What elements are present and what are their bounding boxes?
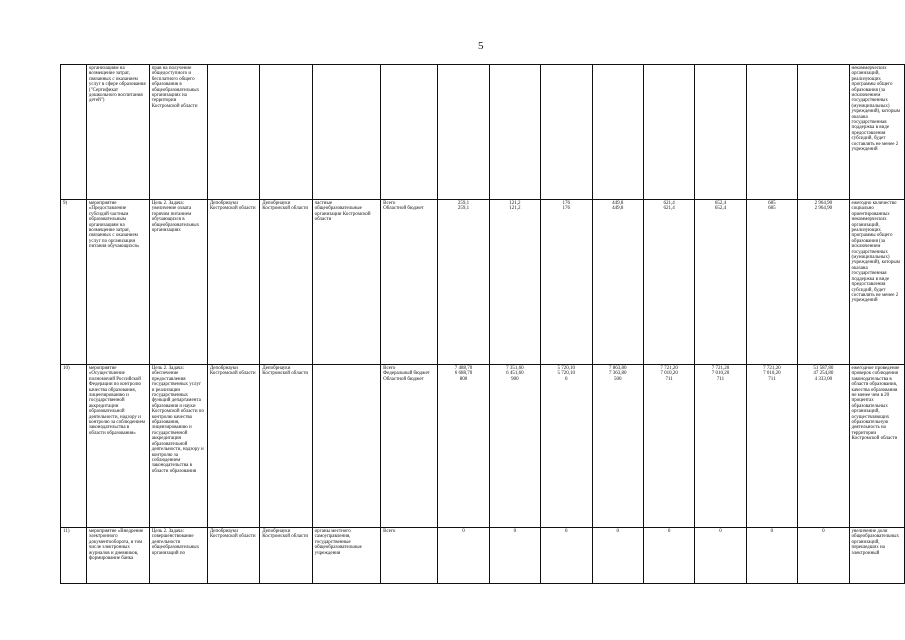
target-indicator-cell: увеличение доли общеобразовательных организаций, перешедших на электронный <box>849 528 904 584</box>
recipients-cell: органы местного самоуправления, государственные общеобразовательные учреждения <box>312 528 380 584</box>
amount-value: 900 <box>511 376 519 382</box>
amount-value: 7 363,80 <box>608 371 627 377</box>
amount-cell <box>489 200 540 365</box>
amount-value: 2 964,90 <box>814 201 833 206</box>
amount-value: 7 721,20 <box>660 366 678 371</box>
amount-cell <box>438 200 489 365</box>
amount-cell <box>746 365 797 528</box>
participants-cell: Депобрнауки Костромской области <box>260 200 312 365</box>
participants-cell <box>260 65 312 200</box>
amount-cell <box>746 528 797 584</box>
amount-cell <box>695 65 746 200</box>
amount-value: 0 <box>565 529 568 534</box>
table-row <box>61 65 905 200</box>
amount-value: 0 <box>719 529 722 534</box>
amount-value: 0 <box>822 529 825 534</box>
table-row <box>61 365 905 528</box>
goal-task-cell: Цель 2. Задача: увеличение охвата горячим питанием обучающихся в общеобразовательных организациях <box>149 200 207 365</box>
amount-cell <box>489 365 540 528</box>
amount-value: 7 351,60 <box>506 366 524 371</box>
funding-source-line: Всего <box>383 201 396 206</box>
amount-value: 7 721,20 <box>711 366 730 371</box>
funding-source-line: Федеральный бюджет <box>383 371 430 377</box>
row-number-cell <box>61 65 87 200</box>
amount-value: 2 964,90 <box>814 206 833 212</box>
row-number-cell: 10) <box>61 365 87 528</box>
goal-task-cell: Цель 2. Задача: обеспечение предоставления государственных услуг и реализации государственных функций департамента образования и науки Костромской области по контролю качества образования, лицензированию и государственной аккредитации образовательной деятельности, надзору и контролю за соблюдением законодательства в области образования <box>149 365 207 528</box>
responsible-executor-cell: Депобрнауки Костромской области <box>207 365 259 528</box>
amount-value: 449,8 <box>612 206 624 212</box>
amount-value: 7 721,20 <box>763 366 781 371</box>
measure-name-cell: организациям на возмещение затрат, связанных с оказанием услуг в сфере образования ("Сертификат дошкольного воспитания детей") <box>86 65 149 200</box>
amount-cell <box>438 65 489 200</box>
amount-value: 0 <box>770 529 774 534</box>
amount-value: 7 010,20 <box>660 371 678 377</box>
amount-cell <box>541 365 592 528</box>
amount-cell <box>643 528 694 584</box>
amount-value: 0 <box>616 529 619 534</box>
funding-source-line: Областной бюджет <box>383 376 424 382</box>
amount-cell <box>541 200 592 365</box>
amount-cell <box>746 200 797 365</box>
amount-cell <box>798 528 849 584</box>
funding-source-cell <box>381 200 438 365</box>
amount-cell <box>489 65 540 200</box>
amount-cell <box>541 528 592 584</box>
amount-cell <box>592 365 643 528</box>
amount-cell <box>592 65 643 200</box>
participants-cell: Депобрнауки Костромской области <box>260 365 312 528</box>
amount-cell <box>489 528 540 584</box>
amount-value: 711 <box>716 376 725 382</box>
amount-value: 121,2 <box>509 201 521 206</box>
amount-value: 51 587,80 <box>813 366 834 371</box>
target-indicator-cell: ежегодное проведение проверок соблюдения законодательства в области образования, качества образования не менее чем в 20 процентах образовательных организаций, осуществляющих образовательную деятельность на территории Костромской области <box>849 365 904 528</box>
amount-value: 7 488,70 <box>454 366 473 371</box>
amount-value: 47 254,80 <box>813 371 834 377</box>
funding-source-cell <box>381 528 438 584</box>
amount-value: 711 <box>665 376 673 382</box>
recipients-cell: частные общеобразовательные организации Костромской области <box>312 200 380 365</box>
recipients-cell <box>312 365 380 528</box>
measure-name-cell: мероприятие «Внедрение электронного документооборота, в том числе электронных журналов и дневников, формирование банка <box>86 528 149 584</box>
responsible-executor-cell: Депобрнауки Костромской области <box>207 200 259 365</box>
target-indicator-cell: некоммерческих организаций, реализующих программы общего образования (за исключением государственных (муниципальных) учреждений), которым оказана государственная поддержка в виде предоставления субсидий, будет составлять не менее 2 учреждений <box>849 65 904 200</box>
funding-source-line: Всего <box>383 366 396 371</box>
amount-value: 176 <box>562 201 571 206</box>
amount-cell <box>643 200 694 365</box>
funding-source-line: Всего <box>383 529 396 534</box>
amount-value: 621,4 <box>663 206 675 212</box>
amount-value: 652,4 <box>714 206 727 212</box>
participants-cell: Депобрнауки Костромской области <box>260 528 312 584</box>
amount-value: 4 333,00 <box>814 376 833 382</box>
row-number-cell: 9) <box>61 200 87 365</box>
recipients-cell <box>312 65 380 200</box>
amount-value: 685 <box>768 206 776 212</box>
amount-value: 685 <box>768 201 776 206</box>
amount-cell <box>798 365 849 528</box>
amount-cell <box>592 200 643 365</box>
amount-value: 0 <box>565 376 568 382</box>
page-number: 5 <box>478 40 484 52</box>
table-row <box>61 200 905 365</box>
measures-table <box>60 64 905 584</box>
amount-value: 5 720,10 <box>557 371 576 377</box>
amount-cell <box>798 65 849 200</box>
amount-cell <box>695 528 746 584</box>
goal-task-cell: прав на получение общедоступного и бесплатного общего образования в общеобразовательных организациях на территории Костромской области <box>149 65 207 200</box>
amount-cell <box>695 365 746 528</box>
goal-task-cell: Цель 2. Задача: совершенствование деятельности общеобразовательных организаций по <box>149 528 207 584</box>
amount-value: 800 <box>459 376 468 382</box>
amount-value: 5 720,10 <box>557 366 576 371</box>
amount-cell <box>695 200 746 365</box>
responsible-executor-cell: Депобрнауки Костромской области <box>207 528 259 584</box>
amount-value: 500 <box>613 376 622 382</box>
amount-value: 0 <box>462 529 465 534</box>
measure-name-cell: мероприятие «Осуществление полномочий Российской Федерации по контролю качества образования, лицензированию и государственной аккредитации образовательной деятельности, надзору и контролю за соблюдением законодательства в области образования» <box>86 365 149 528</box>
funding-source-line: Областной бюджет <box>383 206 424 212</box>
amount-cell <box>798 200 849 365</box>
amount-value: 0 <box>513 529 517 534</box>
amount-cell <box>438 365 489 528</box>
amount-value: 6 688,70 <box>454 371 473 377</box>
amount-value: 121,2 <box>509 206 521 212</box>
funding-source-cell <box>381 365 438 528</box>
amount-value: 0 <box>667 529 671 534</box>
table-row <box>61 528 905 584</box>
amount-value: 176 <box>562 206 571 212</box>
amount-value: 7 010,20 <box>763 371 781 377</box>
target-indicator-cell: ежегодно количество социально ориентированных некоммерческих организаций, реализующих программы общего образования (за исключением государственных (муниципальных) учреждений), которым оказана государственная поддержка в виде предоставления субсидий, будет составлять не менее 2 учреждений <box>849 200 904 365</box>
amount-value: 711 <box>768 376 776 382</box>
amount-value: 449,8 <box>612 201 624 206</box>
amount-value: 652,4 <box>714 201 727 206</box>
responsible-executor-cell <box>207 65 259 200</box>
funding-source-cell <box>381 65 438 200</box>
row-number-cell: 11) <box>61 528 87 584</box>
amount-cell <box>592 528 643 584</box>
amount-value: 259,1 <box>457 201 470 206</box>
amount-cell <box>643 65 694 200</box>
amount-cell <box>541 65 592 200</box>
amount-cell <box>438 528 489 584</box>
amount-cell <box>643 365 694 528</box>
amount-value: 7 863,80 <box>608 366 627 371</box>
amount-value: 621,4 <box>663 201 675 206</box>
amount-value: 259,1 <box>457 206 470 212</box>
amount-cell <box>746 65 797 200</box>
amount-value: 6 451,60 <box>506 371 524 377</box>
amount-value: 7 010,20 <box>711 371 730 377</box>
measure-name-cell: мероприятие «Предоставление субсидий частным образовательным организациям на возмещение затрат, связанных с оказанием услуг по организации питания обучающихся» <box>86 200 149 365</box>
